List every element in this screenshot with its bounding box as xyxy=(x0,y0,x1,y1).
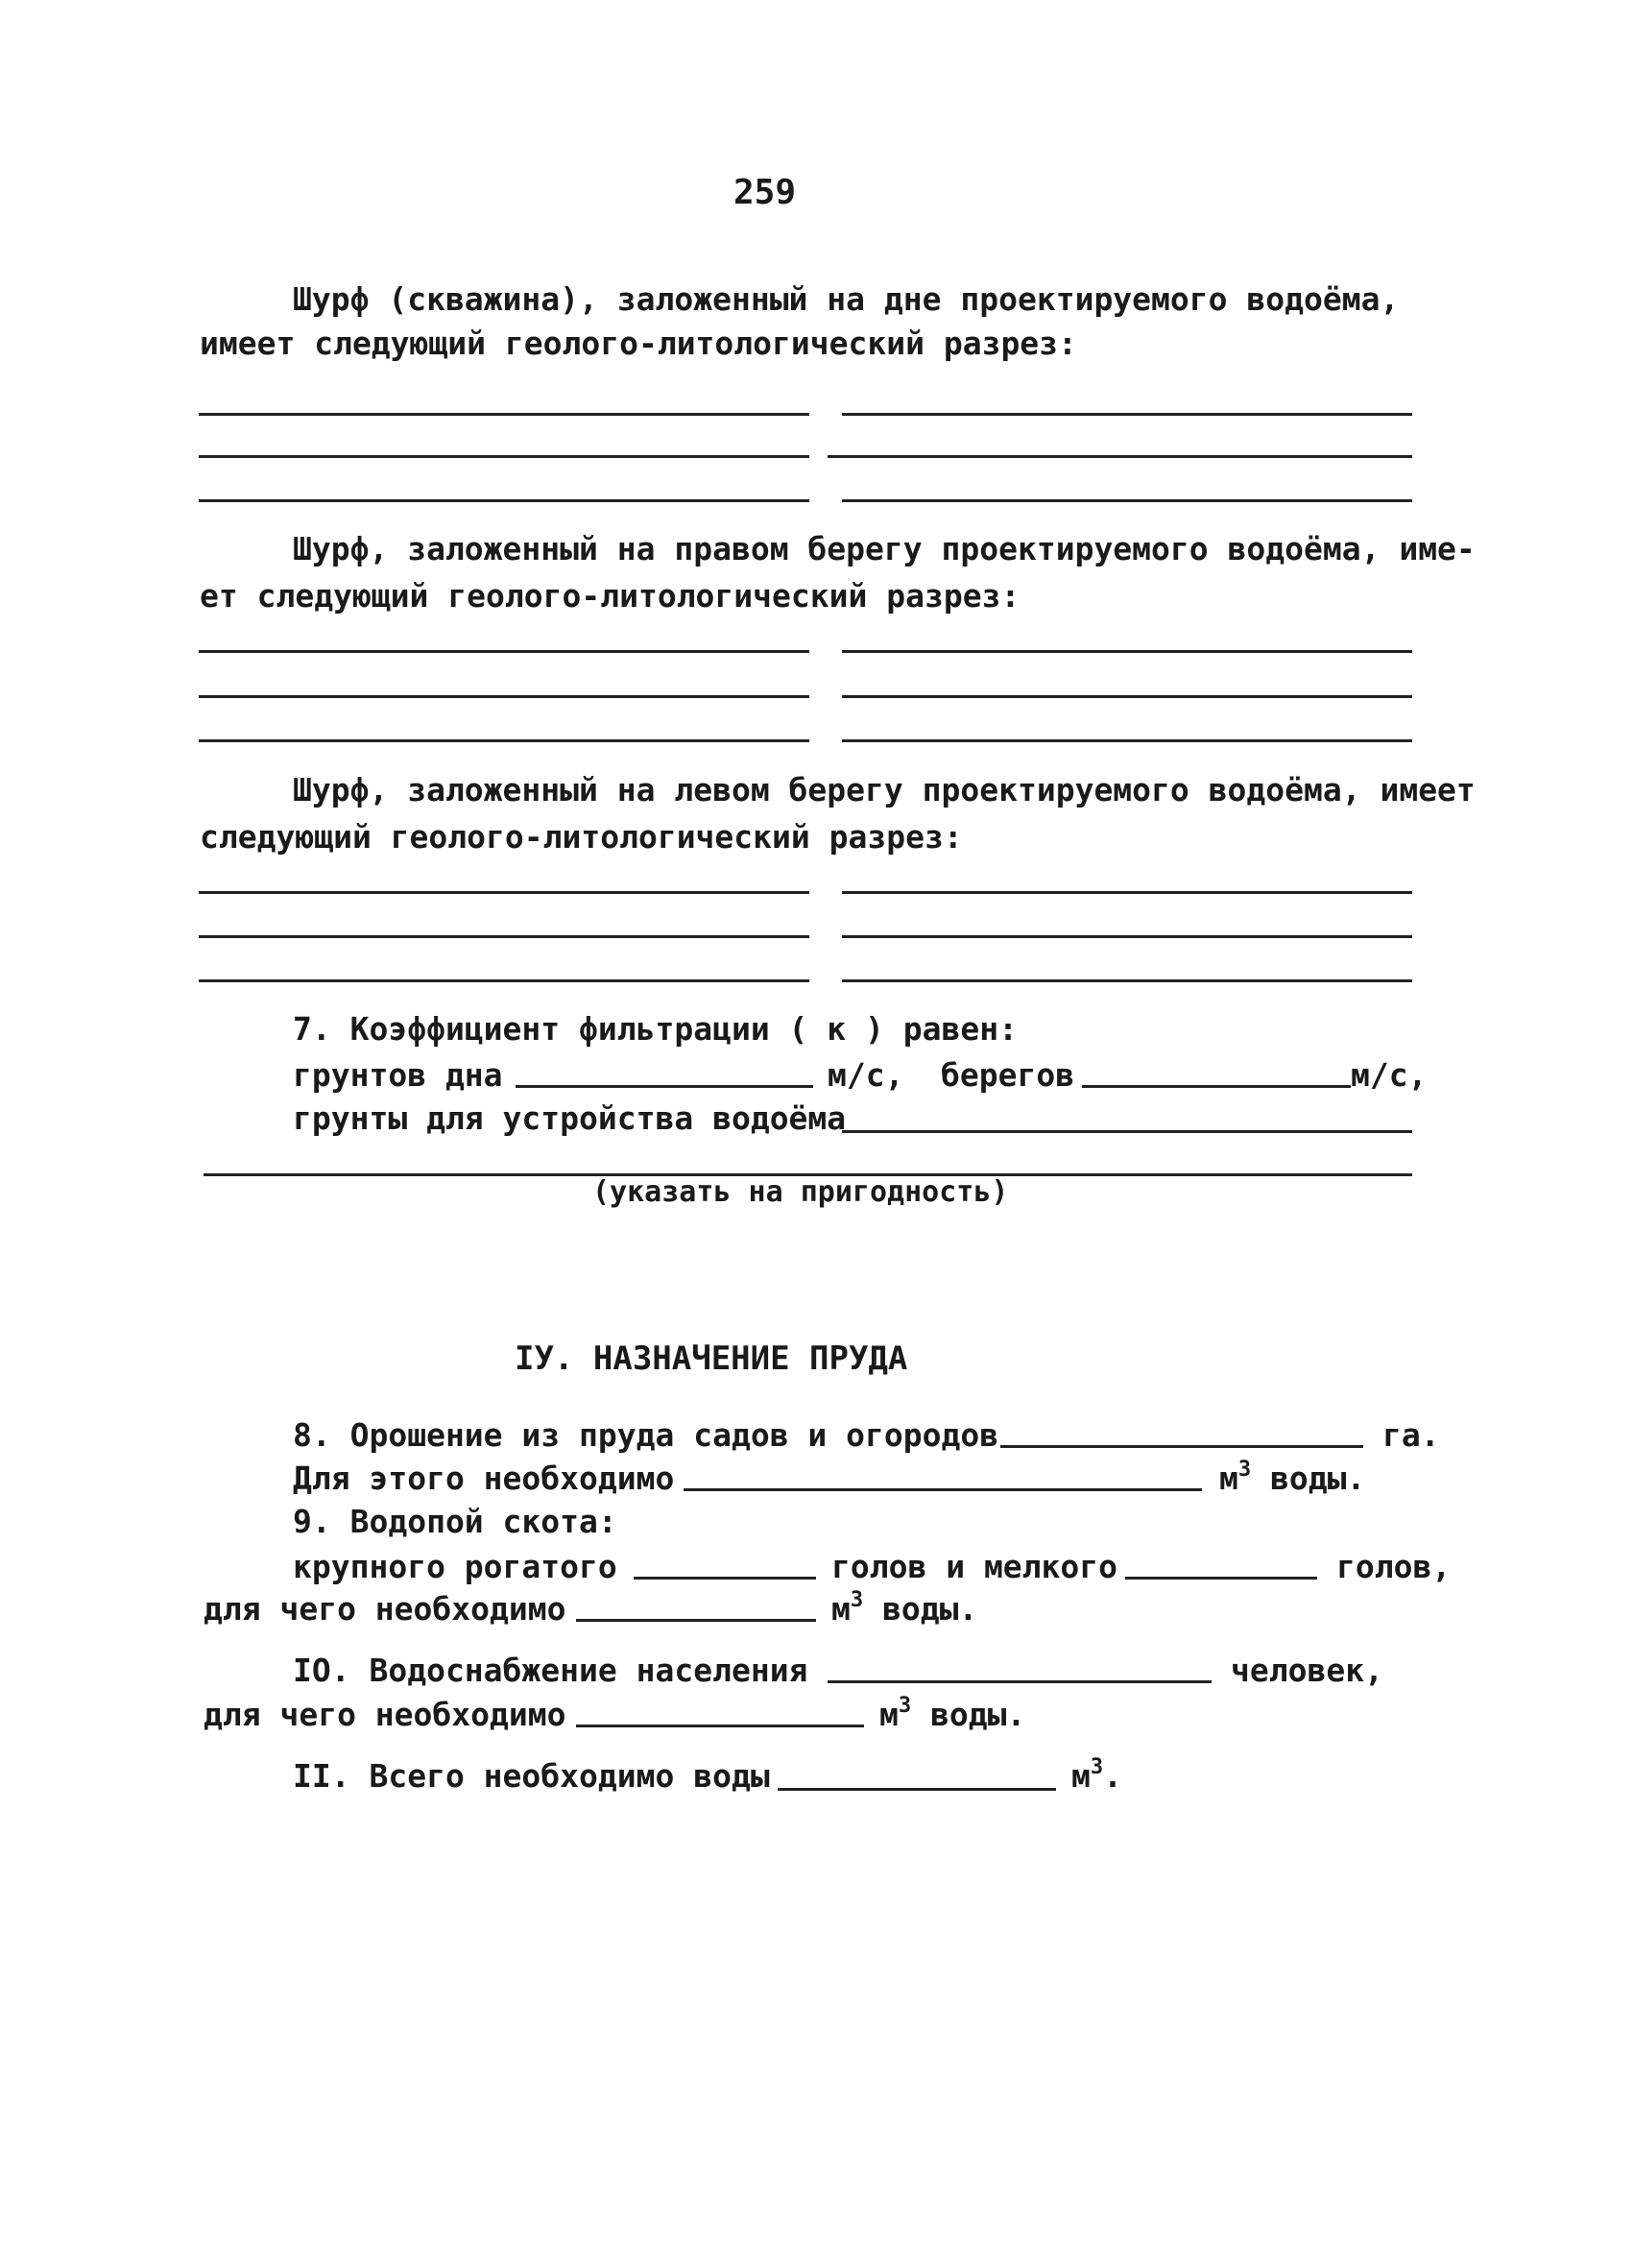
item10-unit-tail: воды. xyxy=(930,1696,1026,1733)
item9-cattle-label: крупного рогатого xyxy=(293,1548,617,1585)
item9-unit-m: м xyxy=(831,1590,851,1628)
item8-line1-unit: га. xyxy=(1382,1416,1440,1454)
item9-title: 9. Водопой скота: xyxy=(293,1503,617,1540)
left-section-line xyxy=(842,935,1412,938)
item10-people: человек, xyxy=(1231,1652,1383,1689)
item8-line1-label: 8. Орошение из пруда садов и огородов xyxy=(293,1416,999,1454)
item9-heads-label: голов и мелкого xyxy=(831,1548,1118,1585)
item11-unit-m: м xyxy=(1071,1757,1091,1795)
item10-need-label: для чего необходимо xyxy=(204,1696,566,1733)
item7-soil-bottom-label: грунтов дна xyxy=(293,1056,503,1094)
item9-unit-tail: воды. xyxy=(882,1590,978,1628)
livestock-water-field[interactable] xyxy=(576,1619,816,1622)
item9-unit xyxy=(831,1590,977,1628)
irrigation-water-field[interactable] xyxy=(684,1488,1202,1491)
left-section-line xyxy=(199,935,809,938)
bottom-section-line xyxy=(842,413,1412,416)
bottom-section-line xyxy=(199,499,809,502)
right-section-line xyxy=(842,739,1412,742)
bottom-section-line xyxy=(199,413,809,416)
item7-unit-ms-1: м/с, xyxy=(828,1056,904,1094)
shurf-right-line1: Шурф, заложенный на правом берегу проектируемого водоёма, име- xyxy=(293,530,1476,567)
item7-suitability-label: грунты для устройства водоёма xyxy=(293,1099,847,1137)
item9-heads-tail: голов, xyxy=(1336,1548,1452,1585)
item10-unit xyxy=(879,1696,1025,1733)
bottom-section-line xyxy=(842,499,1412,502)
shurf-right-line2: ет следующий геолого-литологический разрез: xyxy=(200,577,1021,615)
soil-bottom-coefficient-field[interactable] xyxy=(516,1085,813,1088)
page-number: 259 xyxy=(733,173,797,212)
item11-unit xyxy=(1071,1757,1122,1795)
right-section-line xyxy=(199,650,809,653)
item9-need-label: для чего необходимо xyxy=(204,1590,566,1628)
item7-banks-label: берегов xyxy=(941,1056,1075,1094)
item9-unit-exp: 3 xyxy=(850,1588,864,1612)
cattle-heads-field[interactable] xyxy=(634,1577,816,1580)
small-livestock-field[interactable] xyxy=(1125,1577,1317,1580)
banks-coefficient-field[interactable] xyxy=(1082,1085,1351,1088)
item7-suitability-caption: (указать на пригодность) xyxy=(592,1175,1009,1209)
left-section-line xyxy=(199,979,809,982)
item10-unit-exp: 3 xyxy=(898,1694,912,1718)
right-section-line xyxy=(842,650,1412,653)
item7-unit-ms-2: м/с, xyxy=(1351,1056,1428,1094)
total-water-field[interactable] xyxy=(778,1788,1056,1791)
item11-label: II. Всего необходимо воды xyxy=(293,1757,770,1795)
suitability-field[interactable] xyxy=(842,1130,1412,1133)
right-section-line xyxy=(842,695,1412,698)
bottom-section-line xyxy=(828,455,1412,458)
item8-unit-m: м xyxy=(1219,1460,1238,1497)
population-water-field[interactable] xyxy=(576,1725,864,1727)
item8-unit-exp: 3 xyxy=(1237,1458,1252,1482)
left-section-line xyxy=(842,979,1412,982)
left-section-line xyxy=(842,891,1412,894)
right-section-line xyxy=(199,739,809,742)
item8-unit-tail: воды. xyxy=(1270,1460,1366,1497)
right-section-line xyxy=(199,695,809,698)
item11-unit-exp: 3 xyxy=(1090,1755,1104,1779)
bottom-section-line xyxy=(199,455,809,458)
item10-label: IO. Водоснабжение населения xyxy=(293,1652,808,1689)
shurf-bottom-line2: имеет следующий геолого-литологический разрез: xyxy=(200,325,1077,362)
population-field[interactable] xyxy=(828,1680,1212,1683)
shurf-left-line2: следующий геолого-литологический разрез: xyxy=(200,818,963,856)
item11-unit-tail: . xyxy=(1103,1757,1122,1795)
left-section-line xyxy=(199,891,809,894)
shurf-left-line1: Шурф, заложенный на левом берегу проектируемого водоёма, имеет xyxy=(293,771,1476,808)
item8-line2-label: Для этого необходимо xyxy=(293,1460,675,1497)
irrigation-area-field[interactable] xyxy=(1000,1445,1363,1448)
section4-heading: IУ. НАЗНАЧЕНИЕ ПРУДА xyxy=(515,1339,908,1378)
item10-unit-m: м xyxy=(879,1696,899,1733)
shurf-bottom-line1: Шурф (скважина), заложенный на дне проектируемого водоёма, xyxy=(293,280,1400,318)
item7-title: 7. Коэффициент фильтрации ( к ) равен: xyxy=(293,1010,1018,1048)
item8-line2-unit xyxy=(1219,1460,1365,1497)
